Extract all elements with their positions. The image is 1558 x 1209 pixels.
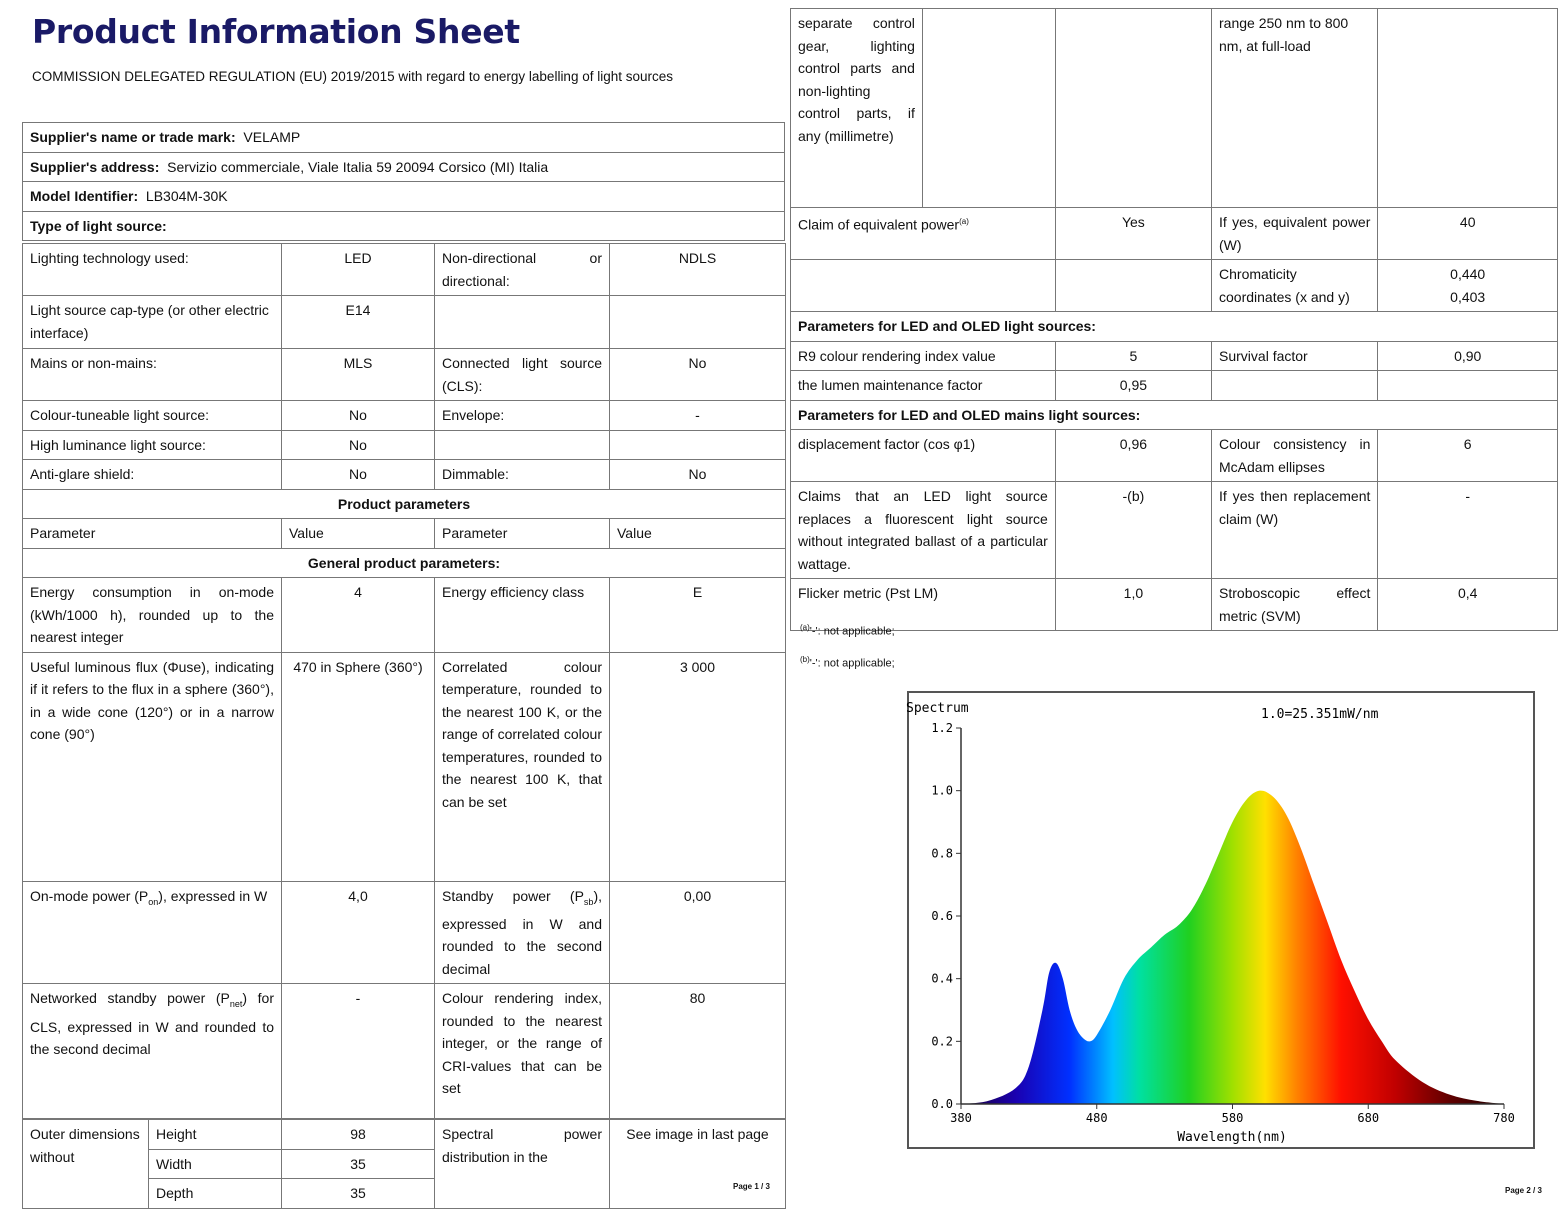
equiv-watt-value: 40	[1378, 208, 1558, 260]
colour-consistency-value: 6	[1378, 430, 1558, 482]
type-param-2	[435, 296, 610, 349]
width-value: 35	[282, 1149, 435, 1179]
y-tick-label: 0.2	[931, 1034, 953, 1049]
y-tick-label: 0.0	[931, 1097, 953, 1111]
supplier-table	[22, 122, 785, 241]
type-param-2: Envelope:	[435, 401, 610, 431]
displacement-label: displacement factor (cos φ1)	[791, 430, 1056, 482]
type-param-1: Colour-tuneable light source:	[23, 401, 282, 431]
equiv-power-value: Yes	[1055, 208, 1211, 260]
page-title: Product Information Sheet	[32, 12, 520, 51]
depth-label: Depth	[149, 1179, 282, 1209]
type-param-2: Connected light source (CLS):	[435, 349, 610, 401]
survival-label: Survival factor	[1212, 341, 1378, 371]
r9-label: R9 colour rendering index value	[791, 341, 1056, 371]
type-param-1: High luminance light source:	[23, 430, 282, 460]
energy-consumption-value: 4	[282, 578, 435, 653]
replacement-claim-label: If yes then replacement claim (W)	[1212, 482, 1378, 579]
energy-consumption-label: Energy consumption in on-mode (kWh/1000 h), rounded up to the nearest integer	[23, 578, 282, 653]
stroboscopic-label: Stroboscopic effect metric (SVM)	[1212, 579, 1378, 631]
footnote-a: $^{(a)}$'-': not applicable;	[800, 623, 895, 638]
page-number-2: Page 2 / 3	[1505, 1186, 1542, 1195]
type-table	[22, 243, 786, 1119]
standby-power-value: 0,00	[610, 881, 786, 984]
chart-annotation: 1.0=25.351mW/nm	[1261, 707, 1379, 722]
lumen-maintenance-value: 0,95	[1055, 371, 1211, 401]
chart-title: Spectrum	[906, 701, 969, 716]
model-identifier-value: LB304M-30K	[145, 188, 228, 204]
chromaticity-value: 0,440 0,403	[1378, 260, 1558, 312]
height-label: Height	[149, 1120, 282, 1150]
page-1	[22, 0, 785, 1209]
y-tick-label: 0.8	[931, 846, 953, 861]
type-value-1: MLS	[282, 349, 435, 401]
height-value: 98	[282, 1120, 435, 1150]
x-tick-label: 680	[1357, 1111, 1380, 1125]
x-tick-label: 780	[1493, 1111, 1515, 1125]
depth-value: 35	[282, 1179, 435, 1209]
type-param-1: Light source cap-type (or other electric interface)	[23, 296, 282, 349]
type-param-2: Non-directional or directional:	[435, 244, 610, 296]
replacement-claim-value: -	[1378, 482, 1558, 579]
separate-gear-label: separate control gear, lighting control parts and non-lighting control parts, if any (millimetre)	[791, 9, 923, 208]
type-value-2: No	[610, 460, 786, 490]
type-value-2	[610, 296, 786, 349]
networked-standby-value: -	[282, 984, 435, 1119]
type-value-1: E14	[282, 296, 435, 349]
cri-value: 80	[610, 984, 786, 1119]
table-row	[23, 984, 786, 1119]
standby-power-label: Standby power $(P_{sb})$, expressed in W and rounded to the second decimal	[435, 881, 610, 984]
supplier-address-value: Servizio commerciale, Viale Italia 59 20094 Corsico (MI) Italia	[167, 158, 549, 175]
table-row	[23, 652, 786, 881]
type-param-2	[435, 430, 610, 460]
supplier-name-value: VELAMP	[243, 129, 301, 145]
stroboscopic-value: 0,4	[1378, 579, 1558, 631]
table-row	[23, 296, 786, 349]
right-params-table	[790, 8, 1558, 631]
table-row	[23, 430, 786, 460]
table-row	[23, 460, 786, 490]
page-2	[790, 0, 1558, 631]
chromaticity-label: Chromaticity coordinates (x and y)	[1212, 260, 1378, 312]
table-row	[23, 349, 786, 401]
networked-standby-label: Networked standby power $(P_{net})$ for CLS, expressed in W and rounded to the second decimal	[23, 984, 282, 1119]
type-value-2: No	[610, 349, 786, 401]
table-row	[23, 578, 786, 653]
y-tick-label: 0.6	[931, 909, 953, 923]
type-value-2: -	[610, 401, 786, 431]
led-params-header: Parameters for LED and OLED light sources:	[791, 312, 1558, 342]
type-value-2: NDLS	[610, 244, 786, 296]
flicker-label: Flicker metric (Pst LM)	[791, 579, 1056, 631]
x-axis-label: Wavelength(nm)	[1177, 1130, 1287, 1145]
type-param-1: Mains or non-mains:	[23, 349, 282, 401]
led-replace-claim-value: -(b)	[1055, 482, 1211, 579]
energy-class-value: E	[610, 578, 786, 653]
page-number-1: Page 1 / 3	[733, 1182, 770, 1191]
x-tick-label: 580	[1221, 1111, 1244, 1125]
type-value-1: No	[282, 430, 435, 460]
col-header-parameter: Parameter	[23, 519, 282, 549]
x-tick-label: 380	[950, 1111, 972, 1125]
outer-dimensions-label: Outer dimensions without	[23, 1120, 149, 1209]
type-value-1: No	[282, 460, 435, 490]
lumen-maintenance-label: the lumen maintenance factor	[791, 371, 1056, 401]
r9-value: 5	[1055, 341, 1211, 371]
spectrum-chart	[906, 690, 1536, 1150]
type-value-1: LED	[282, 244, 435, 296]
equiv-power-label: Claim of equivalent power$^{(a)}$	[791, 208, 1056, 260]
cri-label: Colour rendering index, rounded to the nearest integer, or the range of CRI-values that can be set	[435, 984, 610, 1119]
table-row	[23, 244, 786, 296]
x-tick-label: 480	[1085, 1111, 1108, 1125]
range-text: range 250 nm to 800 nm, at full-load	[1212, 9, 1378, 208]
light-source-type-label: Type of light source:	[30, 217, 167, 234]
displacement-value: 0,96	[1055, 430, 1211, 482]
general-parameters-header: General product parameters:	[23, 548, 786, 578]
colour-consistency-label: Colour consistency in McAdam ellipses	[1212, 430, 1378, 482]
type-value-1: No	[282, 401, 435, 431]
survival-value: 0,90	[1378, 341, 1558, 371]
col-header-value: Value	[282, 519, 435, 549]
model-identifier-label: Model Identifier:	[30, 188, 139, 204]
flicker-value: 1,0	[1055, 579, 1211, 631]
product-parameters-header: Product parameters	[23, 489, 786, 519]
y-tick-label: 1.2	[931, 721, 953, 735]
col-header-parameter: Parameter	[435, 519, 610, 549]
supplier-address-label: Supplier's address:	[30, 158, 160, 175]
mains-params-header: Parameters for LED and OLED mains light sources:	[791, 400, 1558, 430]
energy-class-label: Energy efficiency class	[435, 578, 610, 653]
width-label: Width	[149, 1149, 282, 1179]
equiv-watt-label: If yes, equivalent power (W)	[1212, 208, 1378, 260]
column-header-row	[23, 519, 786, 549]
col-header-value: Value	[610, 519, 786, 549]
table-row	[23, 881, 786, 984]
luminous-flux-label: Useful luminous flux (Φuse), indicating if it refers to the flux in a sphere (360°), in a wide cone (120°) or in a narrow cone (90°)	[23, 652, 282, 881]
dimensions-table	[22, 1119, 786, 1209]
footnote-b: $^{(b)}$'-': not applicable;	[800, 654, 895, 670]
footnotes	[800, 614, 895, 677]
on-mode-power-value: 4,0	[282, 881, 435, 984]
table-row	[23, 401, 786, 431]
type-param-1: Anti-glare shield:	[23, 460, 282, 490]
type-value-2	[610, 430, 786, 460]
spd-value: See image in last page	[610, 1120, 786, 1209]
cct-label: Correlated colour temperature, rounded to the nearest 100 K, or the range of correlated colour temperatures, rounded to the nearest 100 K, that can be set	[435, 652, 610, 881]
supplier-name-label: Supplier's name or trade mark:	[30, 129, 236, 145]
on-mode-power-label: On-mode power $(P_{on})$, expressed in W	[23, 881, 282, 984]
cct-value: 3 000	[610, 652, 786, 881]
spd-label: Spectral power distribution in the	[435, 1120, 610, 1209]
y-tick-label: 0.4	[931, 971, 953, 986]
regulation-text: COMMISSION DELEGATED REGULATION (EU) 2019/2015 with regard to energy labelling of light sources	[32, 69, 673, 84]
type-param-2: Dimmable:	[435, 460, 610, 490]
led-replace-claim-label: Claims that an LED light source replaces a fluorescent light source without integrated ballast of a particular wattage.	[791, 482, 1056, 579]
luminous-flux-value: 470 in Sphere (360°)	[282, 652, 435, 881]
y-tick-label: 1.0	[931, 783, 953, 798]
type-param-1: Lighting technology used:	[23, 244, 282, 296]
